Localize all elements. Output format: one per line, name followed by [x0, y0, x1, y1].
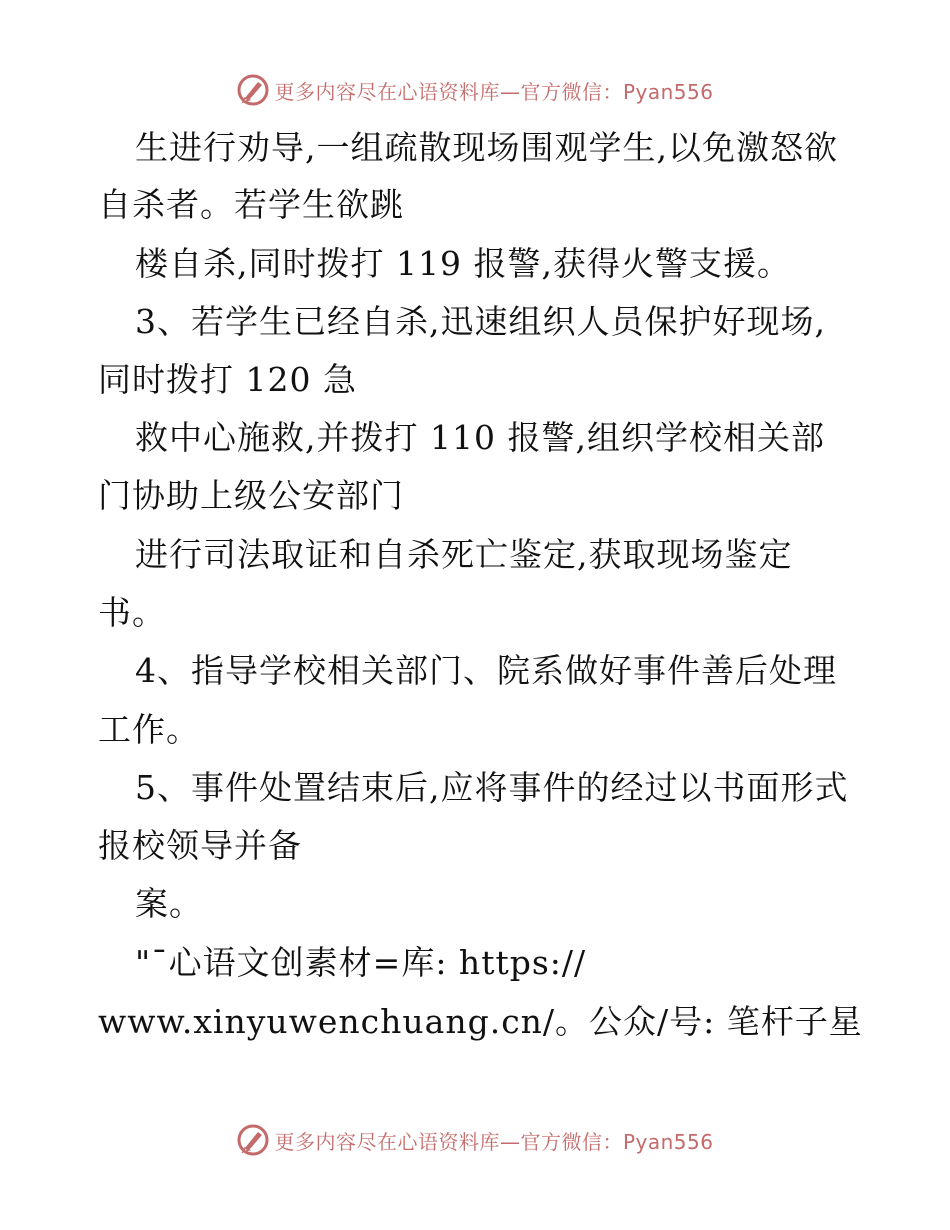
text-line: www.xinyuwenchuang.cn/。公众/号: 笔杆子星	[98, 1002, 863, 1041]
text-line: 4、指导学校相关部门、院系做好事件善后处理	[135, 651, 837, 690]
text-line: 书。	[98, 593, 166, 632]
text-line: 生进行劝导,一组疏散现场围观学生,以免激怒欲	[135, 128, 838, 167]
text-line: 进行司法取证和自杀死亡鉴定,获取现场鉴定	[135, 535, 793, 574]
text-line: 楼自杀,同时拨打 119 报警,获得火警支援。	[135, 244, 791, 283]
text-line: 3、若学生已经自杀,迅速组织人员保护好现场,	[135, 302, 826, 341]
text-line: 案。	[135, 884, 203, 923]
pen-logo-icon	[236, 1123, 270, 1157]
text-line: 救中心施救,并拨打 110 报警,组织学校相关部	[135, 418, 825, 457]
watermark-text: 更多内容尽在心语资料库—官方微信：Pyan556	[274, 79, 714, 104]
pen-logo-icon	[236, 73, 270, 107]
text-line: 报校领导并备	[98, 826, 302, 865]
text-line: 同时拨打 120 急	[98, 360, 357, 399]
text-line: 5、事件处置结束后,应将事件的经过以书面形式	[135, 768, 849, 807]
watermark-footer	[0, 1120, 950, 1160]
watermark-header	[0, 70, 950, 110]
watermark-text: 更多内容尽在心语资料库—官方微信：Pyan556	[274, 1129, 714, 1154]
text-line: 工作。	[98, 710, 200, 749]
text-line: "¯心语文创素材=库: https://	[135, 943, 587, 982]
text-line: 门协助上级公安部门	[98, 476, 404, 515]
text-line: 自杀者。若学生欲跳	[98, 185, 404, 224]
